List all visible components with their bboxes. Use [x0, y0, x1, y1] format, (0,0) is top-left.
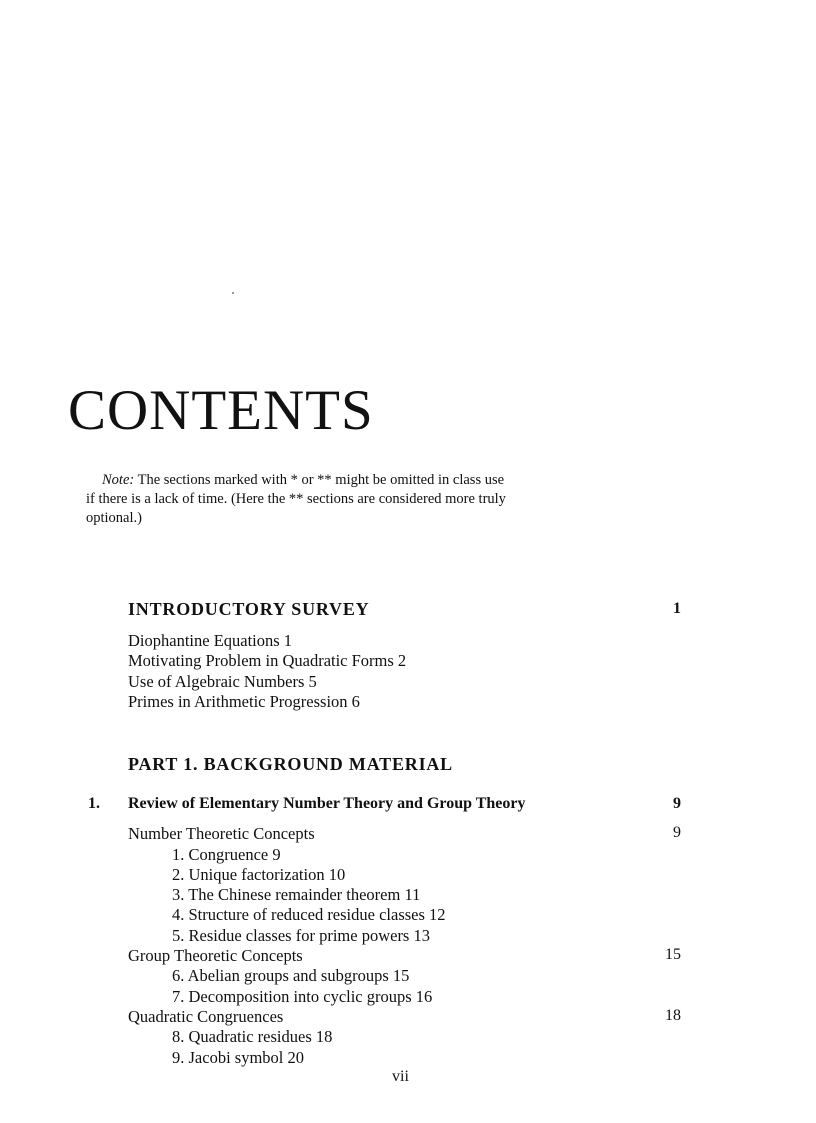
intro-heading: INTRODUCTORY SURVEY [128, 599, 370, 619]
section-item: 2. Unique factorization 10 [172, 865, 346, 884]
chapter-page: 9 [673, 795, 681, 812]
page-number: vii [392, 1068, 409, 1085]
chapter-title: Review of Elementary Number Theory and Group Theory [128, 795, 526, 812]
section-item: 3. The Chinese remainder theorem 11 [172, 885, 421, 904]
page-title: CONTENTS [68, 379, 374, 442]
section-item: 1. Congruence 9 [172, 845, 281, 864]
group-title: Quadratic Congruences [128, 1007, 284, 1026]
intro-page: 1 [673, 600, 681, 617]
note-line-3: optional.) [86, 510, 142, 526]
intro-item: Use of Algebraic Numbers 5 [128, 672, 317, 691]
stray-dot [232, 292, 234, 294]
group-page: 15 [665, 946, 681, 963]
part-heading: PART 1. BACKGROUND MATERIAL [128, 754, 453, 774]
note-line-2: if there is a lack of time. (Here the ** sections are considered more truly [86, 491, 506, 507]
note-text-1: The sections marked with * or ** might be omitted in class use [134, 472, 505, 488]
section-item: 8. Quadratic residues 18 [172, 1027, 333, 1046]
section-item: 6. Abelian groups and subgroups 15 [172, 966, 410, 985]
intro-item: Diophantine Equations 1 [128, 631, 293, 650]
group-title: Group Theoretic Concepts [128, 946, 303, 965]
group-title: Number Theoretic Concepts [128, 824, 315, 843]
section-item: 7. Decomposition into cyclic groups 16 [172, 987, 433, 1006]
section-item: 5. Residue classes for prime powers 13 [172, 926, 430, 945]
section-item: 4. Structure of reduced residue classes 12 [172, 905, 446, 924]
note-line-1 [102, 471, 702, 490]
group-page: 9 [673, 824, 681, 841]
note-label: Note: [102, 472, 135, 488]
intro-item: Motivating Problem in Quadratic Forms 2 [128, 651, 407, 670]
section-item: 9. Jacobi symbol 20 [172, 1048, 304, 1067]
intro-item: Primes in Arithmetic Progression 6 [128, 692, 360, 711]
group-page: 18 [665, 1007, 681, 1024]
chapter-number: 1. [88, 795, 100, 812]
